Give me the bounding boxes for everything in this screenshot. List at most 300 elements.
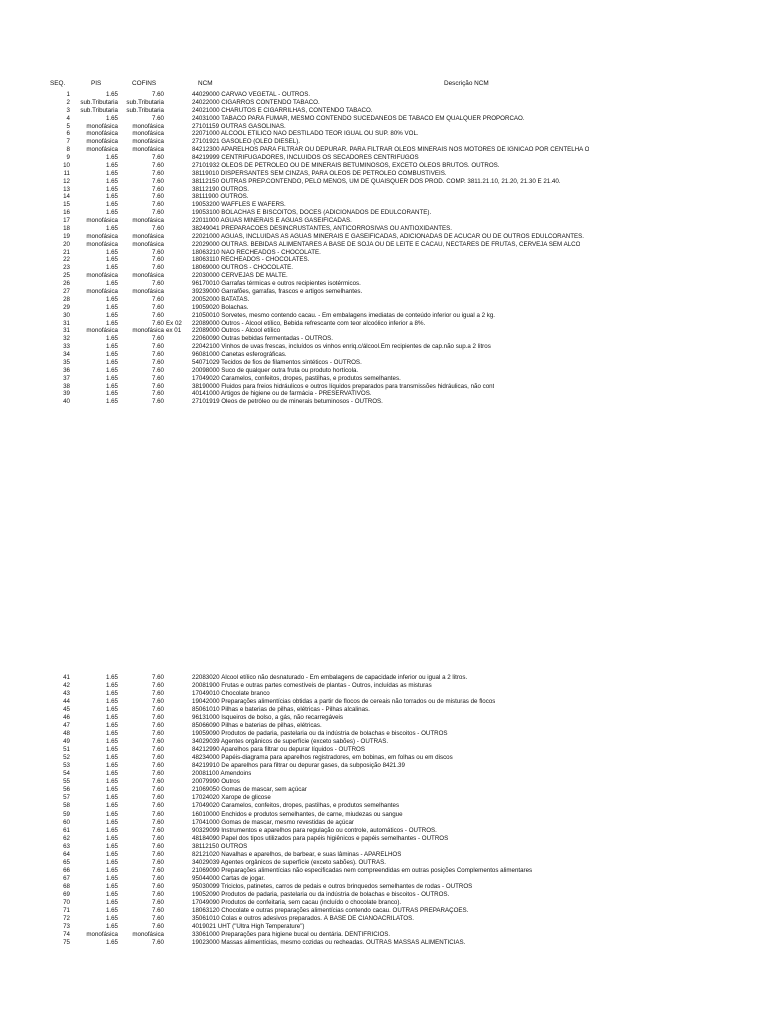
table-row [0, 351, 768, 359]
row-pis: 1.65 [105, 898, 118, 906]
row-ncm-description: 17049010 Chocolate branco [192, 690, 270, 698]
row-pis: 1.65 [105, 802, 118, 810]
row-ncm-description: 27101932 OLEOS DE PETROLEO OU DE MINERAIS BETUMINOSOS, EXCETO OLEOS BRUTOS. OUTROS. [192, 161, 500, 169]
row-ncm-description: 38119010 DISPERSANTES SEM CINZAS, PARA OLEOS DE PETROLEO COMBUSTIVEIS. [192, 169, 447, 177]
row-cofins: monofásica [132, 240, 164, 248]
row-ncm-description: 96081000 Canetas esferográficas. [192, 351, 287, 359]
table-row [0, 802, 768, 810]
row-ncm-description: 90329099 Instrumentos e aparelhos para regulação ou controle, automáticos - OUTROS. [192, 826, 437, 834]
row-cofins: 7.60 [151, 335, 164, 343]
row-cofins: 7.60 [151, 738, 164, 746]
row-pis: 1.65 [105, 698, 118, 706]
row-ncm-description: 34029039 Agentes orgânicos de superfície (exceto sabões) - OUTRAS. [192, 738, 389, 746]
row-seq: 61 [63, 826, 70, 834]
row-cofins: 7.60 [151, 906, 164, 914]
row-ncm-description: 22083020 Álcool etílico não desnaturado - Em embalagens de capacidade inferior ou igual a 2 litros. [192, 674, 468, 681]
row-cofins: 7.60 [151, 248, 164, 256]
row-pis: monofásica [86, 327, 118, 335]
row-pis: 1.65 [105, 319, 118, 327]
row-pis: 1.65 [105, 850, 118, 858]
row-ncm-description: 38112190 OUTROS. [192, 185, 249, 193]
header-ncm: NCM [198, 80, 213, 87]
row-cofins: 7.60 [151, 746, 164, 754]
row-ncm-description: 19053200 WAFFLES E WAFERS. [192, 201, 286, 209]
row-cofins: 7.60 [151, 177, 164, 185]
row-ncm-description: 84212300 APARELHOS PARA FILTRAR OU DEPURAR. PARA FILTRAR OLEOS MINERAIS NOS MOTORES DE IGNICAO POR CENTELHA O [192, 146, 590, 154]
row-ncm-description: 20098000 Suco de qualquer outra fruta ou produto hortícola. [192, 366, 359, 374]
row-ncm-description: 20081100 Amendoins [192, 770, 252, 778]
row-ncm-description: 22021000 AGUAS, INCLUIDAS AS AGUAS MINERAIS E GASEIFICADAS, ADICIONADAS DE ACUCAR OU DE OUTROS EDULCORANTES. [192, 232, 584, 240]
row-pis: 1.65 [105, 882, 118, 890]
row-pis: monofásica [86, 138, 118, 146]
row-ncm-description: 22030000 CERVEJAS DE MALTE. [192, 272, 288, 280]
row-seq: 11 [63, 169, 70, 177]
table-row [0, 835, 768, 843]
row-pis: 1.65 [105, 786, 118, 794]
row-ncm-description: 34029039 Agentes orgânicos de superfície (exceto sabões). OUTRAS. [192, 858, 386, 866]
table-row [0, 320, 768, 328]
row-cofins: 7.60 [151, 390, 164, 398]
table-row [0, 859, 768, 867]
row-pis: 1.65 [105, 890, 118, 898]
row-ncm-description: 22011000 AGUAS MINERAIS E AGUAS GASEIFICADAS. [192, 217, 352, 225]
row-seq: 38 [63, 382, 70, 390]
row-seq: 8 [66, 146, 70, 154]
row-ncm-description: 54071029 Tecidos de fios de filamentos sintéticos - OUTROS. [192, 358, 362, 366]
row-pis: monofásica [86, 288, 118, 295]
row-ncm-description: 96131000 Isqueiros de bolso, a gás, não recarregáveis [192, 714, 344, 722]
row-ncm-description: 22089000 Outros - Álcool etílico, Bebida refrescante com teor alcoólico inferior a 8%. [192, 319, 426, 327]
row-seq: 46 [63, 714, 70, 722]
row-seq: 60 [63, 818, 70, 826]
table-row [0, 327, 768, 335]
row-ncm-description: 20079990 Outros [192, 778, 240, 786]
row-ncm-description: 17024020 Xarope de glicose [192, 794, 271, 802]
row-cofins: 7.60 [151, 722, 164, 730]
row-seq: 54 [63, 770, 70, 778]
row-seq: 69 [63, 890, 70, 898]
table-row [0, 754, 768, 762]
table-row [0, 123, 768, 131]
row-cofins: 7.60 [151, 850, 164, 858]
row-pis: 1.65 [105, 858, 118, 866]
row-pis: 1.65 [105, 730, 118, 738]
row-pis: 1.65 [105, 690, 118, 698]
row-seq: 16 [63, 209, 70, 217]
row-cofins: 7.60 [151, 185, 164, 193]
row-pis: 1.65 [105, 154, 118, 162]
row-pis: 1.65 [105, 714, 118, 722]
row-ncm-description: 22089000 Outros - Álcool etílico [192, 327, 281, 335]
row-cofins: 7.60 [151, 706, 164, 714]
row-pis: 1.65 [105, 256, 118, 264]
row-seq: 33 [63, 343, 70, 351]
row-cofins: 7.60 [151, 366, 164, 374]
row-seq: 21 [63, 248, 70, 256]
row-cofins: 7.60 [151, 209, 164, 217]
row-cofins: sub.Tributaria [126, 98, 164, 106]
row-pis: monofásica [86, 130, 118, 138]
row-ncm-description: 48234000 Papéis-diagrama para aparelhos registradores, em bobinas, em folhas ou em discos [192, 754, 453, 762]
row-ncm-description: 21069090 Preparações alimentícias não especificadas nem compreendidas em outras posições Complementos alimentares [192, 866, 533, 874]
row-seq: 10 [63, 161, 70, 169]
row-ncm-description: 4019021 UHT ("Ultra High Temperature") [192, 922, 305, 930]
row-pis: monofásica [86, 217, 118, 225]
row-seq: 7 [66, 138, 70, 146]
row-pis: 1.65 [105, 311, 118, 319]
table-row [0, 706, 768, 714]
row-ex: ex 01 [166, 327, 182, 335]
row-seq: 34 [63, 351, 70, 359]
table-row [0, 778, 768, 786]
row-cofins: 7.60 [151, 374, 164, 382]
header-description: Descrição NCM [444, 80, 489, 87]
table-row [0, 851, 768, 859]
row-seq: 6 [66, 130, 70, 138]
table-row [0, 272, 768, 280]
table-row [0, 312, 768, 320]
row-seq: 39 [63, 390, 70, 398]
row-cofins: monofásica [132, 232, 164, 240]
row-cofins: 7.60 [151, 778, 164, 786]
row-ncm-description: 19023000 Massas alimentícias, mesmo cozidas ou recheadas. OUTRAS MASSAS ALIMENTICIAS. [192, 938, 466, 946]
row-seq: 9 [66, 154, 70, 162]
row-ncm-description: 19052090 Produtos de padaria, pastelaria ou da indústria de bolachas e biscoitos - OUTROS. [192, 890, 450, 898]
row-cofins: 7.60 [151, 682, 164, 690]
row-pis: 1.65 [105, 770, 118, 778]
row-pis: 1.65 [105, 866, 118, 874]
row-pis: 1.65 [105, 834, 118, 842]
row-ncm-description: 44029000 CARVAO VEGETAL - OUTROS. [192, 91, 311, 98]
row-seq: 20 [63, 240, 70, 248]
table-row [0, 867, 768, 875]
row-pis: 1.65 [105, 201, 118, 209]
row-ncm-description: 18063120 Chocolate e outras preparações alimentícias contendo cacau. OUTRAS PREPARAÇÕES. [192, 906, 469, 914]
row-cofins: monofásica [132, 272, 164, 280]
table-row [0, 794, 768, 802]
row-ncm-description: 18063210 NAO RECHEADOS - CHOCOLATE. [192, 248, 321, 256]
row-pis: 1.65 [105, 778, 118, 786]
table-row [0, 367, 768, 375]
row-pis: sub.Tributaria [80, 106, 118, 114]
row-pis: sub.Tributaria [80, 98, 118, 106]
row-ncm-description: 19059090 Produtos de padaria, pastelaria ou da indústria de bolachas e biscoitos - OUTROS [192, 730, 448, 738]
table-row [0, 375, 768, 383]
table-row [0, 674, 768, 682]
row-seq: 37 [63, 374, 70, 382]
row-cofins: 7.60 [151, 802, 164, 810]
header-seq: SEQ. [50, 80, 66, 87]
row-seq: 28 [63, 295, 70, 303]
row-ncm-description: 24022000 CIGARROS CONTENDO TABACO. [192, 98, 320, 106]
row-cofins: 7.60 [151, 311, 164, 319]
row-cofins: 7.60 [151, 161, 164, 169]
table-row [0, 915, 768, 923]
table-row [0, 899, 768, 907]
row-cofins: 7.60 [151, 730, 164, 738]
row-seq: 52 [63, 754, 70, 762]
table-row [0, 241, 768, 249]
row-ncm-description: 20081900 Frutas e outras partes comestíveis de plantas - Outros, incluídas as misturas [192, 682, 432, 690]
row-pis: monofásica [86, 232, 118, 240]
row-cofins: 7.60 [151, 358, 164, 366]
row-pis: 1.65 [105, 754, 118, 762]
table-row [0, 280, 768, 288]
row-ncm-description: 27101919 Óleos de petróleo ou de minerais betuminosos - OUTROS. [192, 398, 383, 406]
row-pis: 1.65 [105, 343, 118, 351]
row-seq: 58 [63, 802, 70, 810]
row-cofins: 7.60 [151, 154, 164, 162]
row-cofins: monofásica [132, 138, 164, 146]
row-seq: 63 [63, 842, 70, 850]
row-pis: 1.65 [105, 842, 118, 850]
table-row [0, 162, 768, 170]
table-row [0, 398, 768, 406]
row-ncm-description: 38111900 OUTROS. [192, 193, 249, 201]
table-row [0, 209, 768, 217]
row-seq: 25 [63, 272, 70, 280]
row-seq: 66 [63, 866, 70, 874]
table-row [0, 730, 768, 738]
table-row [0, 249, 768, 257]
row-ncm-description: 38249041 PREPARACOES DESINCRUSTANTES, ANTICORROSIVAS OU ANTIOXIDANTES. [192, 224, 452, 232]
row-seq: 31 [63, 319, 70, 327]
table-row [0, 738, 768, 746]
table-row [0, 335, 768, 343]
table-row [0, 146, 768, 154]
row-pis: 1.65 [105, 826, 118, 834]
row-cofins: monofásica [132, 288, 164, 295]
row-pis: 1.65 [105, 185, 118, 193]
row-cofins: 7.60 [151, 754, 164, 762]
row-cofins: 7.60 [151, 770, 164, 778]
row-seq: 12 [63, 177, 70, 185]
row-seq: 22 [63, 256, 70, 264]
row-seq: 62 [63, 834, 70, 842]
row-ncm-description: 19059020 Bolachas. [192, 303, 249, 311]
table-row [0, 786, 768, 794]
row-pis: 1.65 [105, 746, 118, 754]
row-pis: 1.65 [105, 398, 118, 406]
row-pis: monofásica [86, 272, 118, 280]
row-pis: 1.65 [105, 818, 118, 826]
row-seq: 3 [66, 106, 70, 114]
row-ncm-description: 24021000 CHARUTOS E CIGARRILHAS, CONTENDO TABACO. [192, 106, 373, 114]
row-ncm-description: 48184090 Papel dos tipos utilizados para papéis higiênicos e papéis semelhantes - OUTROS [192, 834, 449, 842]
row-pis: 1.65 [105, 358, 118, 366]
row-seq: 1 [66, 91, 70, 98]
table-row [0, 883, 768, 891]
row-ncm-description: 24031000 TABACO PARA FUMAR, MESMO CONTENDO SUCEDANEOS DE TABACO EM QUALQUER PROPORCAO. [192, 114, 525, 122]
row-cofins: 7.60 [151, 922, 164, 930]
row-cofins: 7.60 [151, 295, 164, 303]
row-pis: 1.65 [105, 938, 118, 946]
row-ncm-description: 18063110 RECHEADOS - CHOCOLATES. [192, 256, 310, 264]
row-pis: monofásica [86, 930, 118, 938]
row-seq: 2 [66, 98, 70, 106]
row-seq: 14 [63, 193, 70, 201]
table-row [0, 99, 768, 107]
row-cofins: 7.60 [151, 698, 164, 706]
row-cofins: sub.Tributaria [126, 106, 164, 114]
row-pis: 1.65 [105, 114, 118, 122]
row-seq: 43 [63, 690, 70, 698]
row-cofins: 7.60 [151, 224, 164, 232]
row-cofins: 7.60 [151, 818, 164, 826]
table-row [0, 304, 768, 312]
row-cofins: 7.60 [151, 193, 164, 201]
table-row [0, 843, 768, 851]
row-seq: 59 [63, 810, 70, 818]
row-ncm-description: 84212990 Aparelhos para filtrar ou depurar líquidos - OUTROS [192, 746, 366, 754]
row-pis: 1.65 [105, 374, 118, 382]
row-seq: 49 [63, 738, 70, 746]
row-pis: 1.65 [105, 794, 118, 802]
row-seq: 27 [63, 288, 70, 295]
row-cofins: 7.60 [151, 826, 164, 834]
table-row [0, 217, 768, 225]
row-seq: 45 [63, 706, 70, 714]
row-cofins: 7.60 [151, 938, 164, 946]
row-seq: 30 [63, 311, 70, 319]
row-cofins: 7.60 [151, 256, 164, 264]
row-pis: 1.65 [105, 722, 118, 730]
row-cofins: 7.60 [151, 351, 164, 359]
header-pis: PIS [91, 80, 102, 87]
row-pis: 1.65 [105, 874, 118, 882]
row-pis: 1.65 [105, 706, 118, 714]
row-pis: monofásica [86, 240, 118, 248]
table-row [0, 296, 768, 304]
table-row [0, 770, 768, 778]
row-seq: 17 [63, 217, 70, 225]
row-ncm-description: 18069000 OUTROS - CHOCOLATE. [192, 264, 293, 272]
row-ncm-description: 21050010 Sorvetes, mesmo contendo cacau. - Em embalagens imediatas de conteúdo inferior ou igual a 2 kg. [192, 311, 496, 319]
row-cofins: 7.60 [151, 398, 164, 406]
row-pis: 1.65 [105, 738, 118, 746]
row-cofins: 7.60 [151, 882, 164, 890]
row-seq: 70 [63, 898, 70, 906]
row-pis: monofásica [86, 146, 118, 154]
row-seq: 32 [63, 335, 70, 343]
row-ex: Ex 02 [166, 319, 182, 327]
row-ncm-description: 38190000 Fluidos para freios hidráulicos e outros líquidos preparados para transmissões hidráulicas, não cont [192, 382, 495, 390]
row-cofins: 7.60 [151, 280, 164, 288]
table-row [0, 288, 768, 296]
row-seq: 73 [63, 922, 70, 930]
row-pis: 1.65 [105, 161, 118, 169]
row-seq: 42 [63, 682, 70, 690]
row-ncm-description: 19053100 BOLACHAS E BISCOITOS, DOCES (ADICIONADOS DE EDULCORANTE). [192, 209, 432, 217]
row-pis: 1.65 [105, 91, 118, 98]
table-row [0, 115, 768, 123]
row-ncm-description: 38112150 OUTROS [192, 842, 248, 850]
row-pis: 1.65 [105, 674, 118, 681]
table-row [0, 762, 768, 770]
row-seq: 48 [63, 730, 70, 738]
row-seq: 26 [63, 280, 70, 288]
table-row [0, 819, 768, 827]
table-row [0, 390, 768, 398]
row-ncm-description: 27101159 OUTRAS GASOLINAS. [192, 122, 286, 130]
row-seq: 29 [63, 303, 70, 311]
row-ncm-description: 33061000 Preparações para higiene bucal ou dentária. DENTIFRICIOS. [192, 930, 391, 938]
row-pis: 1.65 [105, 922, 118, 930]
row-seq: 68 [63, 882, 70, 890]
row-seq: 65 [63, 858, 70, 866]
row-cofins: 7.60 [151, 319, 164, 327]
row-pis: 1.65 [105, 810, 118, 818]
row-pis: 1.65 [105, 264, 118, 272]
row-seq: 31 [63, 327, 70, 335]
row-cofins: 7.60 [151, 866, 164, 874]
row-pis: monofásica [86, 122, 118, 130]
row-seq: 15 [63, 201, 70, 209]
row-seq: 71 [63, 906, 70, 914]
row-ncm-description: 27101921 GASOLEO (OLEO DIESEL). [192, 138, 300, 146]
row-cofins: 7.60 [151, 834, 164, 842]
table-row [0, 359, 768, 367]
row-ncm-description: 22071000 ALCOOL ETILICO NAO DESTILADO TEOR IGUAL OU SUP. 80% VOL. [192, 130, 419, 138]
row-cofins: 7.60 [151, 874, 164, 882]
row-cofins: 7.60 [151, 898, 164, 906]
row-ncm-description: 17049020 Caramelos, confeitos, dropes, pastilhas, e produtos semelhantes [192, 802, 400, 810]
row-pis: 1.65 [105, 914, 118, 922]
row-cofins: 7.60 [151, 890, 164, 898]
row-pis: 1.65 [105, 906, 118, 914]
row-seq: 36 [63, 366, 70, 374]
table-row [0, 264, 768, 272]
row-ncm-description: 85061010 Pilhas e baterias de pilhas, elétricas - Pilhas alcalinas. [192, 706, 370, 714]
row-seq: 23 [63, 264, 70, 272]
row-cofins: 7.60 [151, 264, 164, 272]
row-pis: 1.65 [105, 295, 118, 303]
row-cofins: monofásica [132, 930, 164, 938]
row-pis: 1.65 [105, 303, 118, 311]
row-ncm-description: 22042100 Vinhos de uvas frescas, incluídos os vinhos enriq.c/álcool.Em recipientes de cap.não sup.a 2 litros [192, 343, 491, 351]
table-row [0, 343, 768, 351]
row-ncm-description: 21069050 Gomas de mascar, sem açúcar [192, 786, 307, 794]
row-ncm-description: 82121020 Navalhas e aparelhos, de barbear, e suas lâminas - APARELHOS [192, 850, 402, 858]
row-seq: 72 [63, 914, 70, 922]
row-ncm-description: 85066090 Pilhas e baterias de pilhas, elétricas. [192, 722, 322, 730]
row-cofins: 7.60 [151, 810, 164, 818]
row-cofins: monofásica [132, 146, 164, 154]
table-row [0, 91, 768, 99]
table-row [0, 170, 768, 178]
table-row [0, 107, 768, 115]
row-seq: 47 [63, 722, 70, 730]
row-ncm-description: 84219910 De aparelhos para filtrar ou depurar gases, da subposição 8421.39 [192, 762, 405, 770]
row-ncm-description: 22060090 Outras bebidas fermentadas - OUTROS. [192, 335, 334, 343]
row-cofins: 7.60 [151, 690, 164, 698]
row-ncm-description: 22029000 OUTRAS. BEBIDAS ALIMENTARES A BASE DE SOJA OU DE LEITE E CACAU, NECTARES DE FRUTAS, CERVEJA SEM ALCO [192, 240, 581, 248]
row-seq: 67 [63, 874, 70, 882]
row-ncm-description: 35061010 Colas e outros adesivos preparados. À BASE DE CIANOACRILATOS. [192, 914, 414, 922]
table-row [0, 201, 768, 209]
table-row [0, 722, 768, 730]
table-row [0, 714, 768, 722]
table-row [0, 193, 768, 201]
table-row [0, 827, 768, 835]
row-cofins: 7.60 [151, 343, 164, 351]
row-ncm-description: 40141000 Artigos de higiene ou de farmácia - PRESERVATIVOS. [192, 390, 372, 398]
table-row [0, 233, 768, 241]
row-seq: 5 [66, 122, 70, 130]
table-row [0, 875, 768, 883]
table-row [0, 383, 768, 391]
row-ncm-description: 96170010 Garrafas térmicas e outros recipientes isotérmicos. [192, 280, 361, 288]
